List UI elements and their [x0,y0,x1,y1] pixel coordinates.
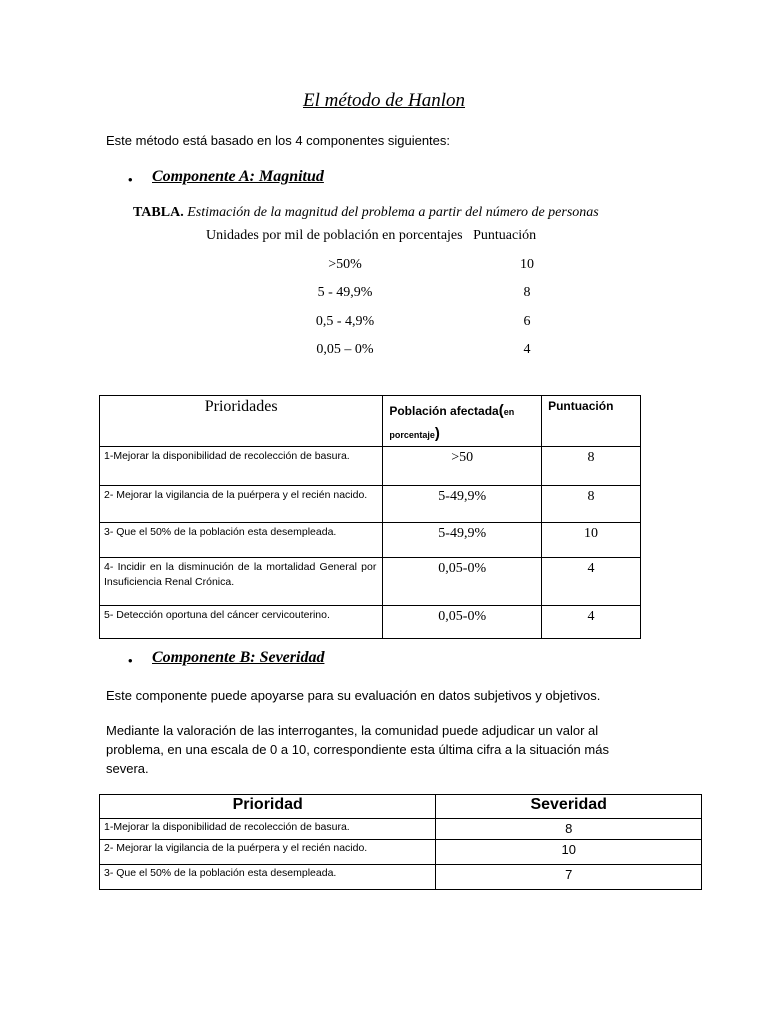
severity-value: 8 [436,819,702,840]
severity-table [99,794,702,890]
magnitude-header-units: Unidades por mil de población en porcentajes [206,228,463,243]
bullet-dot: • [128,172,133,187]
table-row [100,523,641,558]
header-population-small: en porcentaje [389,407,515,440]
open-paren: ( [498,402,504,419]
intro-text: Este método está basado en los 4 componentes siguientes: [106,133,450,148]
caption-label: TABLA. [133,205,184,220]
severity-value: 10 [436,840,702,865]
magnitude-header-score: Puntuación [473,228,537,243]
severity-paragraph-2: Mediante la valoración de las interrogantes, la comunidad puede adjudicar un valor al problema, en una escala de 0 a 10, correspondiente esta última cifra a la situación más severa. [106,723,609,776]
magnitude-score: 6 [523,314,531,329]
population-value: 0,05-0% [383,606,542,639]
magnitude-row [0,314,768,332]
header-population-main: Población afectada [389,404,499,418]
population-value: 5-49,9% [383,523,542,558]
magnitude-range: 5 - 49,9% [317,285,373,300]
score-value: 10 [542,523,641,558]
page-title: El método de Hanlon [302,90,465,111]
table-row [100,819,702,840]
population-value: 5-49,9% [383,486,542,523]
score-value: 4 [542,558,641,606]
severity-value: 7 [436,865,702,890]
table-row [100,447,641,486]
severity-paragraph-1: Este componente puede apoyarse para su evaluación en datos subjetivos y objetivos. [106,688,601,703]
score-value: 8 [542,447,641,486]
severity-header-row [100,795,702,819]
priorities-table [99,395,641,639]
score-value: 4 [542,606,641,639]
header-priority: Prioridad [100,795,436,819]
table-row [100,840,702,865]
table-row [100,606,641,639]
population-value: >50 [383,447,542,486]
header-priorities: Prioridades [100,396,383,447]
score-value: 8 [542,486,641,523]
table-row [100,558,641,606]
component-a-heading: Componente A: Magnitud [152,168,324,185]
header-score: Puntuación [542,396,641,447]
priority-item: 2- Mejorar la vigilancia de la puérpera y el recién nacido. [100,840,436,865]
priority-item: 2- Mejorar la vigilancia de la puérpera y el recién nacido. [100,486,383,523]
magnitude-row [0,285,768,303]
table-caption [133,205,599,221]
priority-item: 1-Mejorar la disponibilidad de recolección de basura. [100,819,436,840]
priorities-header-row [100,396,641,447]
magnitude-header [206,228,536,244]
table-row [100,865,702,890]
table-row [100,486,641,523]
header-severity: Severidad [436,795,702,819]
magnitude-range: 0,05 – 0% [316,342,374,357]
magnitude-range: 0,5 - 4,9% [315,314,375,329]
magnitude-score: 8 [523,285,531,300]
priority-item: 3- Que el 50% de la población esta desempleada. [100,523,383,558]
header-population [383,396,542,447]
priority-item: 1-Mejorar la disponibilidad de recolección de basura. [100,447,383,486]
priority-item: 3- Que el 50% de la población esta desempleada. [100,865,436,890]
population-value: 0,05-0% [383,558,542,606]
magnitude-row [0,342,768,360]
bullet-dot: • [128,653,133,668]
priority-item: 5- Detección oportuna del cáncer cervicouterino. [100,606,383,639]
caption-text: Estimación de la magnitud del problema a partir del número de personas [187,205,599,220]
priority-item: 4- Incidir en la disminución de la mortalidad General por Insuficiencia Renal Crónica. [100,558,383,606]
magnitude-score: 4 [523,342,531,357]
magnitude-score: 10 [520,257,534,272]
close-paren: ) [434,425,440,442]
magnitude-row [0,257,768,275]
magnitude-range: >50% [328,257,362,272]
component-b-heading: Componente B: Severidad [152,649,325,666]
